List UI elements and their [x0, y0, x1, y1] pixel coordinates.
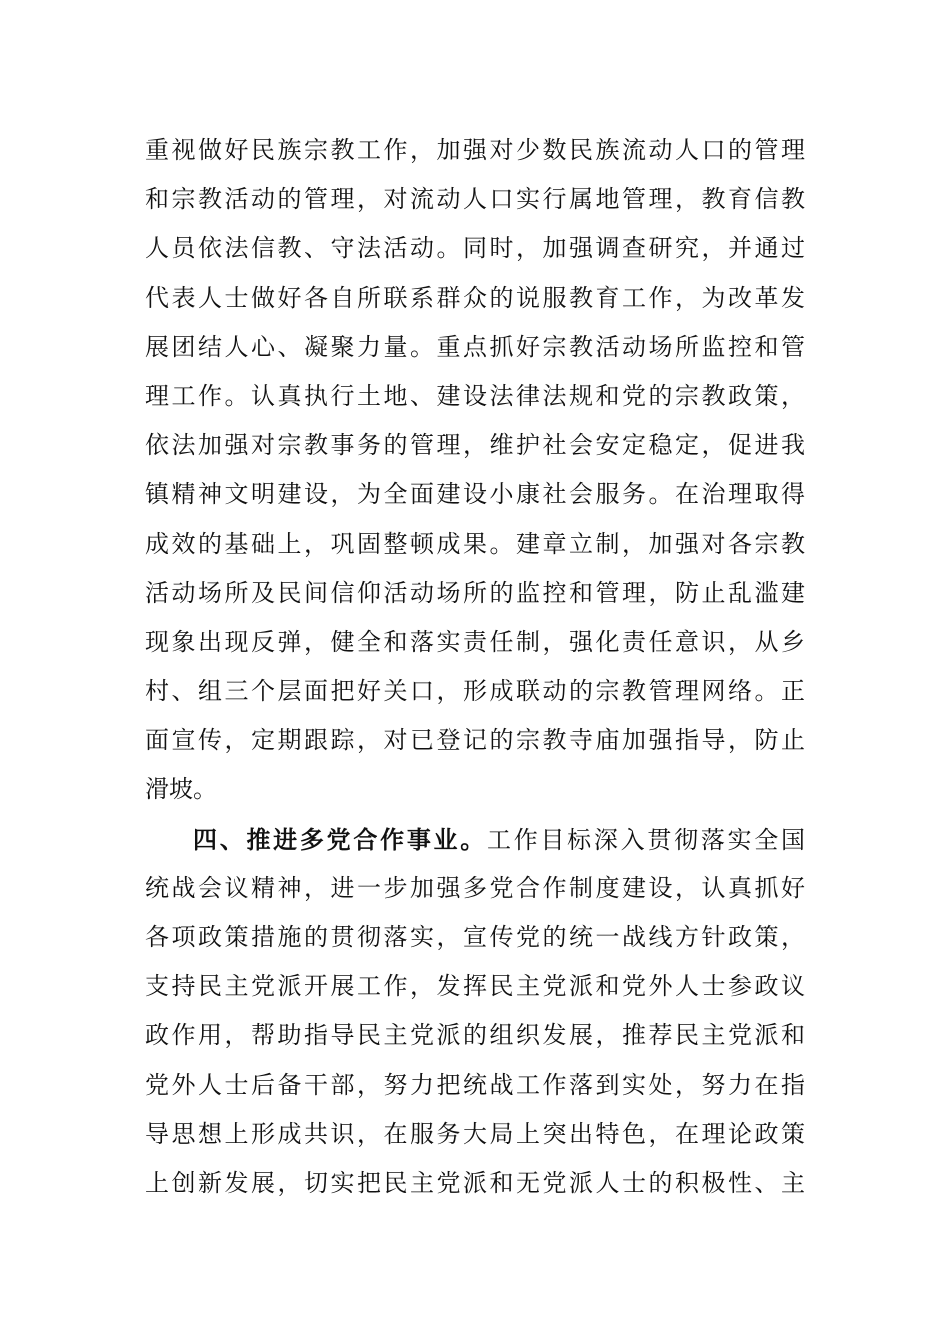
- paragraph2-line-5: 政作用，帮助指导民主党派的组织发展，推荐民主党派和: [145, 1021, 805, 1050]
- paragraph1-line-7: 依法加强对宗教事务的管理，维护社会安定稳定，促进我: [145, 431, 805, 460]
- paragraph1-line-6: 理工作。认真执行土地、建设法律法规和党的宗教政策，: [145, 381, 805, 410]
- document-page: [145, 126, 805, 1208]
- paragraph1-line-4: 代表人士做好各自所联系群众的说服教育工作，为改革发: [145, 283, 805, 312]
- paragraph1-line-3: 人员依法信教、守法活动。同时，加强调查研究，并通过: [145, 234, 805, 263]
- section-heading: 四、推进多党合作事业。: [193, 824, 487, 854]
- paragraph1-line-13: 面宣传，定期跟踪，对已登记的宗教寺庙加强指导，防止: [145, 726, 805, 755]
- paragraph1-line-5: 展团结人心、凝聚力量。重点抓好宗教活动场所监控和管: [145, 332, 805, 361]
- paragraph2-first-line-text: 工作目标深入贯彻落实全国: [487, 825, 805, 854]
- paragraph2-line-7: 导思想上形成共识，在服务大局上突出特色，在理论政策: [145, 1119, 805, 1148]
- paragraph1-line-2: 和宗教活动的管理，对流动人口实行属地管理，教育信教: [145, 185, 805, 214]
- paragraph1-line-10: 活动场所及民间信仰活动场所的监控和管理，防止乱滥建: [145, 578, 805, 607]
- paragraph2-line-2: 统战会议精神，进一步加强多党合作制度建设，认真抓好: [145, 873, 805, 902]
- paragraph2-line-6: 党外人士后备干部，努力把统战工作落到实处，努力在指: [145, 1070, 805, 1099]
- paragraph1-line-12: 村、组三个层面把好关口，形成联动的宗教管理网络。正: [145, 677, 805, 706]
- paragraph2-line-3: 各项政策措施的贯彻落实，宣传党的统一战线方针政策，: [145, 923, 805, 951]
- paragraph1-line-14: 滑坡。: [145, 775, 217, 804]
- paragraph1-line-9: 成效的基础上，巩固整顿成果。建章立制，加强对各宗教: [145, 529, 805, 558]
- paragraph1-line-1: 重视做好民族宗教工作，加强对少数民族流动人口的管理: [145, 136, 805, 164]
- paragraph2-line-8: 上创新发展，切实把民主党派和无党派人士的积极性、主: [145, 1168, 805, 1197]
- paragraph2-first-line: [145, 815, 805, 864]
- paragraph2-line-4: 支持民主党派开展工作，发挥民主党派和党外人士参政议: [145, 972, 805, 1001]
- paragraph1-line-8: 镇精神文明建设，为全面建设小康社会服务。在治理取得: [145, 480, 805, 509]
- paragraph1-line-11: 现象出现反弹，健全和落实责任制，强化责任意识，从乡: [145, 627, 805, 656]
